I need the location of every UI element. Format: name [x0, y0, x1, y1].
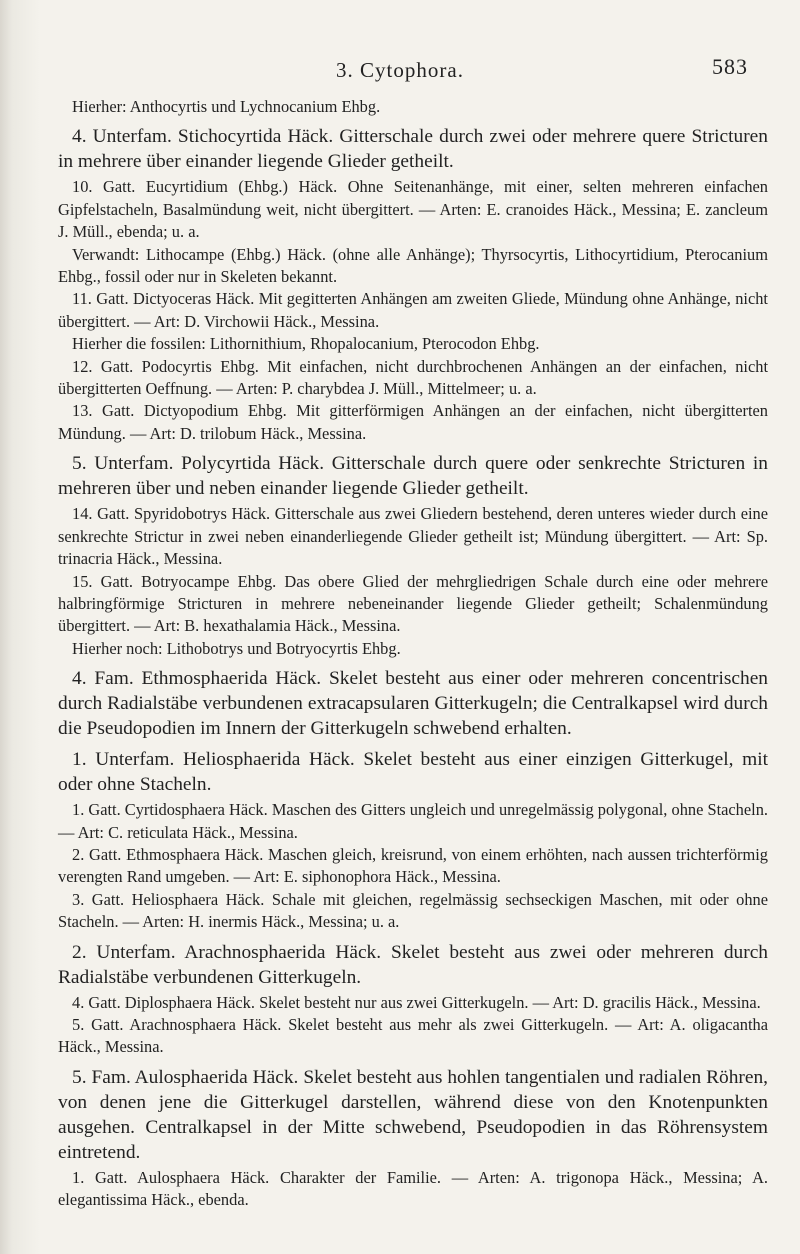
page-number: 583: [712, 54, 748, 79]
genus-paragraph: 12. Gatt. Podocyrtis Ehbg. Mit einfachen, nicht durchbrochenen Anhängen an der einfachen, nicht übergitterten Oeffnung. — Arten: P. charybdea J. Müll., Mittelmeer; u. a.: [58, 356, 768, 399]
subfamily-heading-paragraph: 2. Unterfam. Arachnosphaerida Häck. Skelet besteht aus zwei oder mehreren durch Radialstäbe verbundenen Gitterkugeln.: [58, 941, 768, 988]
family-heading-paragraph: 5. Fam. Aulosphaerida Häck. Skelet besteht aus hohlen tangentialen und radialen Röhren, von denen jene die Gitterkugel darstellen, während diese von den Knotenpunkten ausgehen. Centralkapsel in der Mitte schwebend, Pseudopodien in das Röhrensystem eintretend.: [58, 1066, 768, 1163]
genus-paragraph: 11. Gatt. Dictyoceras Häck. Mit gegitterten Anhängen am zweiten Gliede, Mündung ohne Anhänge, nicht übergittert. — Art: D. Virchowii Häck., Messina.: [58, 289, 768, 331]
genus-paragraph: 5. Gatt. Arachnosphaera Häck. Skelet besteht aus mehr als zwei Gitterkugeln. — Art: A. oligacantha Häck., Messina.: [58, 1014, 768, 1057]
subfamily-heading-paragraph: 1. Unterfam. Heliosphaerida Häck. Skelet besteht aus einer einzigen Gitterkugel, mit oder ohne Stacheln.: [58, 749, 768, 796]
genus-paragraph: 1. Gatt. Aulosphaera Häck. Charakter der Familie. — Arten: A. trigonopa Häck., Messina; A. elegantissima Häck., ebenda.: [58, 1167, 768, 1210]
running-title: 3. Cytophora.: [336, 58, 464, 82]
genus-paragraph: 10. Gatt. Eucyrtidium (Ehbg.) Häck. Ohne Seitenanhänge, mit einer, selten mehreren einfachen Gipfelstacheln, Basalmündung weit, nicht übergittert. — Arten: E. cranoides Häck., Messina; E. zancleum J. Müll., ebenda; u. a.: [58, 177, 768, 242]
genus-paragraph: 1. Gatt. Cyrtidosphaera Häck. Maschen des Gitters ungleich und unregelmässig polygonal, ohne Stacheln. — Art: C. reticulata Häck., Messina.: [58, 800, 768, 842]
genus-paragraph: 13. Gatt. Dictyopodium Ehbg. Mit gitterförmigen Anhängen an der einfachen, nicht übergitterten Mündung. — Art: D. trilobum Häck., Messina.: [58, 401, 768, 443]
subfamily-heading-paragraph: 4. Unterfam. Stichocyrtida Häck. Gitterschale durch zwei oder mehrere quere Stricturen in mehrere über einander liegende Glieder getheilt.: [58, 126, 768, 173]
genus-paragraph: 14. Gatt. Spyridobotrys Häck. Gitterschale aus zwei Gliedern bestehend, deren unteres wieder durch eine senkrechte Strictur in zwei neben einanderliegende Glieder getheilt ist; Mündung übergittert. — Art: Sp. trinacria Häck., Messina.: [58, 504, 768, 569]
genus-paragraph: 3. Gatt. Heliosphaera Häck. Schale mit gleichen, regelmässig sechseckigen Maschen, mit oder ohne Stacheln. — Arten: H. inermis Häck., Messina; u. a.: [58, 889, 768, 932]
paragraph: Hierher die fossilen: Lithornithium, Rhopalocanium, Pterocodon Ehbg.: [72, 334, 540, 354]
subfamily-heading-paragraph: 5. Unterfam. Polycyrtida Häck. Gitterschale durch quere oder senkrechte Stricturen in mehreren über und neben einander liegende Glieder getheilt.: [58, 453, 768, 500]
paragraph: Hierher noch: Lithobotrys und Botryocyrtis Ehbg.: [72, 638, 401, 658]
paragraph: Verwandt: Lithocampe (Ehbg.) Häck. (ohne alle Anhänge); Thyrsocyrtis, Lithocyrtidium, Pterocanium Ehbg., fossil oder nur in Skeleten bekannt.: [58, 244, 768, 287]
family-heading-paragraph: 4. Fam. Ethmosphaerida Häck. Skelet besteht aus einer oder mehreren concentrischen durch Radialstäbe verbundenen extracapsularen Gitterkugeln; die Centralkapsel wird durch die Pseudopodien im Innern der Gitterkugeln schwebend erhalten.: [58, 668, 768, 740]
genus-paragraph: 2. Gatt. Ethmosphaera Häck. Maschen gleich, kreisrund, von einem erhöhten, nach aussen trichterförmig verengten Rand umgeben. — Art: E. siphonophora Häck., Messina.: [58, 844, 768, 887]
page-header: [0, 44, 800, 84]
paragraph: Hierher: Anthocyrtis und Lychnocanium Ehbg.: [72, 97, 381, 116]
page-body: [58, 96, 768, 1212]
genus-paragraph: 15. Gatt. Botryocampe Ehbg. Das obere Glied der mehrgliedrigen Schale durch eine oder mehrere halbringförmige Stricturen in mehrere nebeneinander liegende Glieder getheilt; Schalenmündung übergittert. — Art: B. hexathalamia Häck., Messina.: [58, 571, 768, 636]
genus-paragraph: 4. Gatt. Diplosphaera Häck. Skelet besteht nur aus zwei Gitterkugeln. — Art: D. gracilis Häck., Messina.: [72, 992, 761, 1012]
